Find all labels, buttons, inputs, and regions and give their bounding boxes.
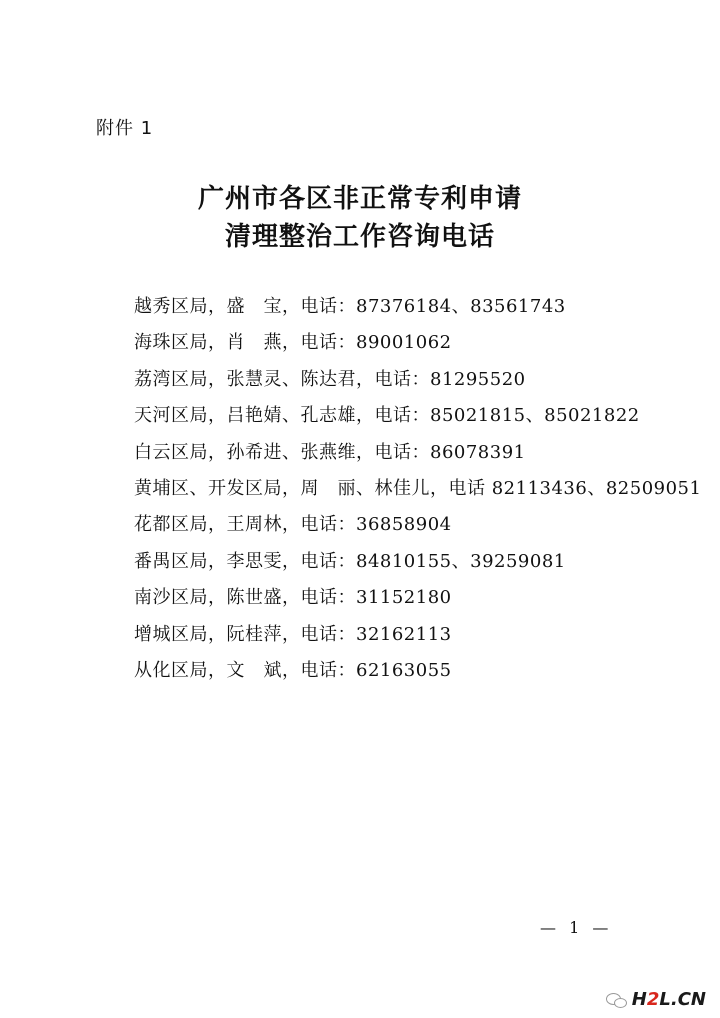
page-number: — 1 — [540, 918, 613, 937]
document-title-line-1: 广州市各区非正常专利申请 [197, 184, 522, 214]
contact-item-conghua: 从化区局，文 斌，电话：62163055 [134, 659, 452, 681]
contact-item-huangpu: 黄埔区、开发区局，周 丽、林佳儿，电话 82113436、82509051 [134, 477, 702, 499]
watermark-site-prefix: H [631, 989, 647, 1010]
attachment-label: 附件 1 [96, 118, 154, 139]
contact-item-haizhu: 海珠区局，肖 燕，电话：89001062 [134, 332, 452, 354]
watermark-site [632, 989, 706, 1010]
contact-item-baiyun: 白云区局，孙希进、张燕维，电话：86078391 [134, 441, 526, 463]
contact-item-liwan: 荔湾区局，张慧灵、陈达君，电话：81295520 [134, 368, 526, 390]
contact-item-zengcheng: 增城区局，阮桂萍，电话：32162113 [134, 623, 452, 645]
watermark [606, 989, 706, 1010]
wechat-icon [606, 992, 628, 1008]
watermark-site-suffix: L.CN [659, 989, 706, 1010]
contact-list [134, 293, 701, 693]
contact-item-nansha: 南沙区局，陈世盛，电话：31152180 [134, 587, 452, 609]
contact-item-yuexiu: 越秀区局，盛 宝，电话：87376184、83561743 [134, 296, 566, 317]
watermark-site-accent: 2 [646, 989, 660, 1010]
document-title-line-2: 清理整治工作咨询电话 [224, 222, 495, 252]
contact-item-huadu: 花都区局，王周林，电话：36858904 [134, 514, 452, 536]
contact-item-tianhe: 天河区局，吕艳婧、孔志雄，电话：85021815、85021822 [134, 405, 640, 427]
contact-item-panyu: 番禺区局，李思雯，电话：84810155、39259081 [134, 550, 566, 572]
